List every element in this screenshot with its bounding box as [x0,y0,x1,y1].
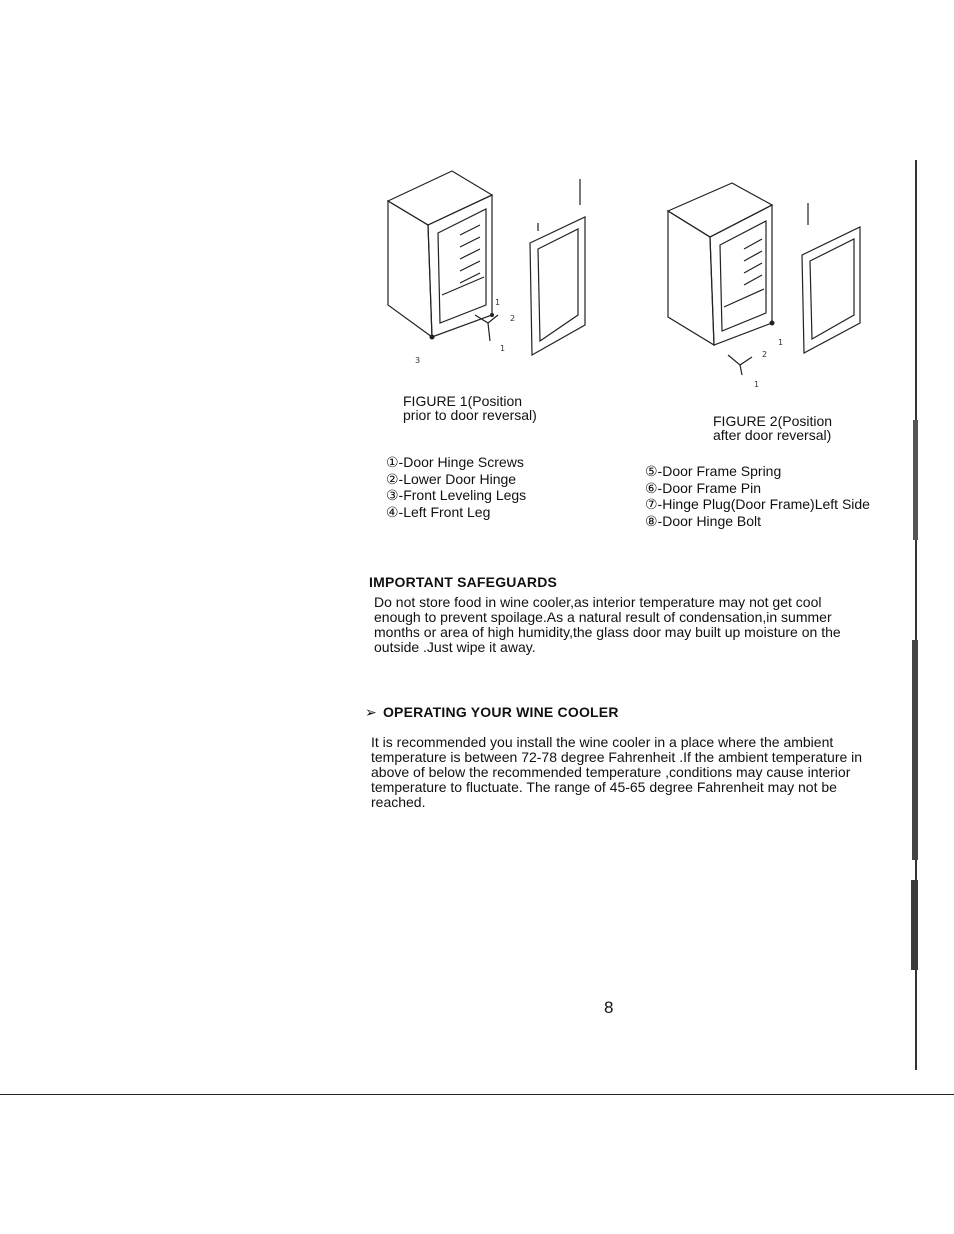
legend-item: ①-Door Hinge Screws [386,454,524,470]
svg-text:1: 1 [495,298,501,307]
scan-edge-artifact [909,160,919,1070]
legend-left [386,454,526,520]
svg-text:1: 1 [754,380,760,389]
legend-item: ③-Front Leveling Legs [386,487,527,503]
svg-text:3: 3 [415,356,421,365]
figure-1-illustration [380,165,620,375]
svg-text:1: 1 [500,344,506,353]
bottom-rule [0,1094,954,1095]
figure-2-illustration [660,175,875,390]
arrow-bullet-icon: ➢ [365,704,377,720]
legend-item: ⑤-Door Frame Spring [645,463,782,479]
operating-heading-text: OPERATING YOUR WINE COOLER [382,704,619,720]
operating-heading [365,704,619,721]
operating-text: It is recommended you install the wine cooler in a place where the ambient temperature is between 72-78 degree Fahrenheit .If the ambient temperature in above of below the recommended temperature ,conditions may cause interior temperature to fluctuate. The range of 45-65 degree Fahrenheit may not be reached. [371,734,863,810]
page-number: 8 [604,998,614,1017]
legend-item: ⑧-Door Hinge Bolt [645,512,762,529]
legend-item: ⑦-Hinge Plug(Door Frame)Left Side [645,496,870,512]
svg-text:2: 2 [762,350,768,359]
legend-item: ②-Lower Door Hinge [386,470,517,487]
safeguards-text: Do not store food in wine cooler,as interior temperature may not get cool enough to prevent spoilage.As a natural result of condensation,in summer months or area of high humidity,the glass door may built up moisture on the outside .Just wipe it away. [374,594,841,655]
legend-right [645,463,870,529]
safeguards-heading: IMPORTANT SAFEGUARDS [369,574,558,590]
svg-text:2: 2 [510,314,516,323]
svg-text:1: 1 [778,338,784,347]
figure-1-caption: FIGURE 1(Position prior to door reversal) [403,393,537,423]
legend-item: ④-Left Front Leg [386,503,491,520]
figure-2-caption: FIGURE 2(Position after door reversal) [713,413,833,443]
legend-item: ⑥-Door Frame Pin [645,479,762,496]
